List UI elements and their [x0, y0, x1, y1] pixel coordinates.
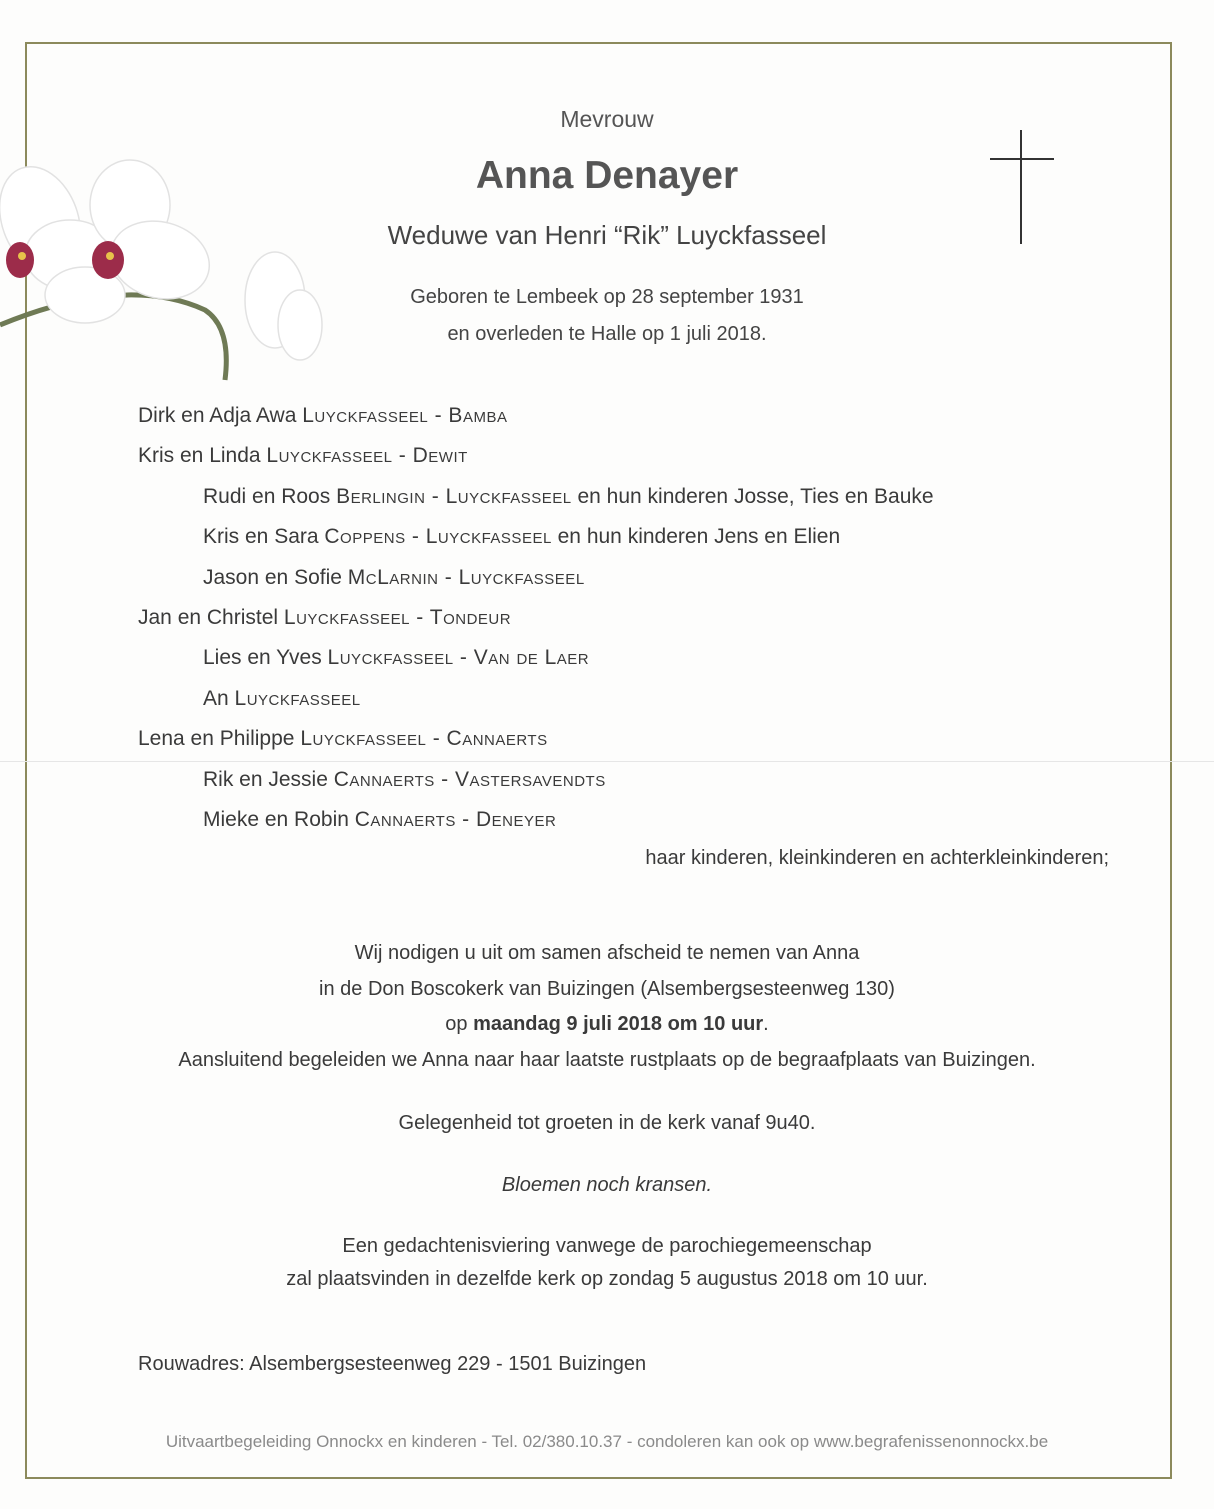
- family-surnames: Luyckfasseel - Bamba: [302, 404, 508, 427]
- family-suffix: en hun kinderen Jens en Elien: [551, 525, 841, 549]
- greeting-line: Gelegenheid tot groeten in de kerk vanaf 9u40.: [398, 1112, 816, 1134]
- family-first-names: Jason en Sofie: [203, 565, 348, 589]
- salutation: Mevrouw: [560, 106, 654, 132]
- flowers-note: Bloemen noch kransen.: [501, 1174, 713, 1196]
- family-closing: haar kinderen, kleinkinderen en achterkleinkinderen;: [645, 847, 1109, 869]
- family-surnames: Cannaerts - Deneyer: [354, 808, 557, 831]
- memorial-line-1: Een gedachtenisviering vanwege de parochiegemeenschap: [342, 1235, 872, 1257]
- family-member-line: [138, 727, 548, 751]
- family-first-names: Jan en Christel: [138, 606, 284, 629]
- invitation-line-3-prefix: op: [445, 1013, 474, 1035]
- family-first-names: An: [203, 686, 235, 710]
- family-surnames: Berlingin - Luyckfasseel: [336, 484, 572, 508]
- family-surnames: Luyckfasseel - Tondeur: [283, 606, 512, 629]
- family-member-line: [138, 606, 511, 630]
- family-first-names: Kris en Linda: [138, 444, 267, 468]
- family-first-names: Lena en Philippe: [138, 727, 301, 751]
- invitation-line-1: Wij nodigen u uit om samen afscheid te nemen van Anna: [354, 942, 860, 964]
- family-member-line: [203, 485, 934, 509]
- family-member-line: [203, 646, 589, 670]
- family-surnames: Luyckfasseel - Dewit: [266, 444, 468, 468]
- family-surnames: Luyckfasseel - Van de Laer: [327, 646, 590, 670]
- family-member-line: [203, 768, 606, 792]
- family-first-names: Rudi en Roos: [203, 484, 337, 508]
- family-member-line: [138, 404, 507, 428]
- family-member-line: [203, 808, 556, 832]
- family-first-names: Mieke en Robin: [203, 808, 355, 831]
- death-line: en overleden te Halle op 1 juli 2018.: [447, 323, 767, 345]
- family-first-names: Dirk en Adja Awa: [138, 404, 303, 427]
- invitation-line-4: Aansluitend begeleiden we Anna naar haar laatste rustplaats op de begraafplaats van Buizingen.: [178, 1049, 1036, 1071]
- widow-line: Weduwe van Henri “Rik” Luyckfasseel: [387, 220, 827, 250]
- birth-line: Geboren te Lembeek op 28 september 1931: [410, 286, 804, 308]
- family-first-names: Rik en Jessie: [203, 767, 334, 791]
- mourning-address: Rouwadres: Alsembergsesteenweg 229 - 1501 Buizingen: [138, 1353, 647, 1375]
- family-suffix: en hun kinderen Josse, Ties en Bauke: [571, 484, 934, 508]
- memorial-line-2: zal plaatsvinden in dezelfde kerk op zondag 5 augustus 2018 om 10 uur.: [286, 1268, 928, 1290]
- family-member-line: [203, 687, 361, 711]
- family-first-names: Kris en Sara: [203, 525, 325, 549]
- family-surnames: Cannaerts - Vastersavendts: [333, 767, 606, 791]
- invitation-line-3-suffix: .: [763, 1013, 769, 1035]
- family-member-line: [203, 525, 840, 549]
- footer-funeral-home: Uitvaartbegeleiding Onnockx en kinderen - Tel. 02/380.10.37 - condoleren kan ook op www.begrafenissenonnockx.be: [165, 1432, 1049, 1451]
- invitation-line-2: in de Don Boscokerk van Buizingen (Alsembergsesteenweg 130): [319, 978, 895, 1000]
- fold-line: [0, 761, 1214, 762]
- family-surnames: Coppens - Luyckfasseel: [324, 525, 552, 549]
- family-first-names: Lies en Yves: [203, 646, 328, 670]
- invitation-line-3: [0, 1013, 1214, 1036]
- family-member-line: [203, 566, 585, 590]
- funeral-date: maandag 9 juli 2018 om 10 uur: [473, 1013, 764, 1035]
- family-surnames: Luyckfasseel: [234, 686, 361, 710]
- deceased-name: Anna Denayer: [475, 154, 739, 197]
- family-member-line: [138, 444, 468, 468]
- family-surnames: McLarnin - Luyckfasseel: [347, 565, 585, 589]
- family-surnames: Luyckfasseel - Cannaerts: [300, 727, 548, 751]
